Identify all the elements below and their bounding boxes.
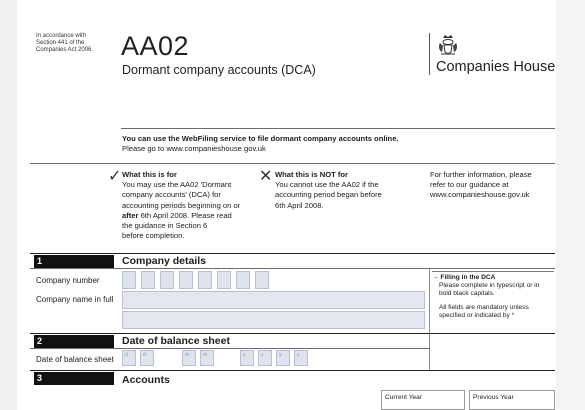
form-title: Dormant company accounts (DCA)	[122, 63, 316, 77]
section-2-underline	[30, 348, 430, 349]
what-this-is-for: What this is for You may use the AA02 'Dormant company accounts' (DCA) for accounting periods beginning on or after 6th April 2008. Please read the guidance in Section 6 before completion.	[122, 170, 241, 241]
form-code: AA02	[121, 31, 190, 61]
section-2-title: Date of balance sheet	[122, 335, 230, 347]
header-rule	[121, 128, 555, 129]
section-2-rule	[30, 333, 555, 334]
notes-column-divider	[429, 268, 430, 370]
brand-name: Companies House	[436, 59, 556, 75]
date-cell-year[interactable]: y	[294, 350, 308, 366]
date-cell-month[interactable]: m	[182, 350, 196, 366]
company-number-label: Company number	[36, 276, 100, 285]
date-cell-month[interactable]: m	[200, 350, 214, 366]
section-2-number: 2	[34, 335, 114, 348]
company-number-cell[interactable]	[217, 271, 231, 289]
company-name-field-line2[interactable]	[122, 311, 425, 329]
section-1-rule	[30, 253, 555, 254]
section-3-rule	[30, 370, 555, 371]
intro-rule	[30, 163, 555, 164]
filling-in-note: → Filling in the DCA Please complete in typescript or in bold black capitals. All fields are mandatory unless specified or indicated by *	[432, 274, 540, 319]
company-number-cell[interactable]	[236, 271, 250, 289]
previous-year-column-header: Previous Year	[469, 390, 555, 410]
company-number-cell[interactable]	[122, 271, 136, 289]
what-this-is-not-for: What this is NOT for You cannot use the AA02 if the accounting period began before 6th April 2008.	[275, 170, 382, 210]
section-1-title: Company details	[122, 255, 207, 267]
company-number-cell[interactable]	[198, 271, 212, 289]
current-year-column-header: Current Year	[381, 390, 465, 410]
viewer-left-margin	[0, 0, 17, 410]
date-cell-day[interactable]: d	[122, 350, 136, 366]
note-top-rule	[432, 271, 554, 272]
check-mark-icon: ✓	[108, 168, 122, 185]
date-cell-day[interactable]: d	[140, 350, 154, 366]
further-information: For further information, please refer to our guidance at www.companieshouse.gov.uk	[430, 170, 532, 200]
company-number-cell[interactable]	[179, 271, 193, 289]
royal-crest-icon	[436, 34, 460, 56]
brand-divider	[429, 33, 430, 75]
date-cell-year[interactable]: y	[258, 350, 272, 366]
section-1-underline	[30, 268, 555, 269]
company-name-label: Company name in full	[36, 295, 114, 304]
intro-text: You can use the WebFiling service to file dormant company accounts online. Please go to www.companieshouse.gov.uk	[122, 134, 399, 154]
balance-sheet-date-label: Date of balance sheet	[36, 355, 114, 364]
date-cell-year[interactable]: y	[276, 350, 290, 366]
section-1-number: 1	[34, 255, 114, 268]
company-number-cell[interactable]	[255, 271, 269, 289]
viewer-right-margin	[556, 0, 585, 410]
legal-note: In accordance with Section 441 of the Companies Act 2006.	[36, 33, 94, 54]
section-3-title: Accounts	[122, 374, 170, 386]
company-name-field-line1[interactable]	[122, 291, 425, 309]
section-3-number: 3	[34, 372, 114, 385]
cross-mark-icon: ✕	[259, 168, 273, 185]
date-cell-year[interactable]: y	[240, 350, 254, 366]
company-number-cell[interactable]	[160, 271, 174, 289]
company-number-cell[interactable]	[141, 271, 155, 289]
